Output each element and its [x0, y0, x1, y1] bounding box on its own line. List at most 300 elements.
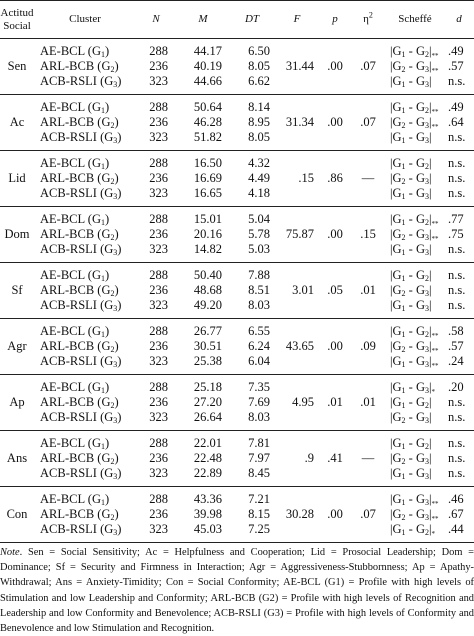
value: 50.64 [193, 99, 222, 114]
cluster-close: ) [114, 506, 119, 521]
group-subscript: 2 [401, 512, 406, 522]
group-subscript: 2 [424, 528, 429, 538]
m-cell [176, 151, 230, 207]
group-subscript: 3 [424, 64, 429, 74]
value: 4.18 [248, 186, 270, 201]
effect-size-value: n.s. [448, 155, 466, 170]
f-cell: 31.34 [274, 95, 320, 151]
n-cell [136, 151, 176, 207]
dt-cell [230, 95, 274, 151]
value: 46.28 [193, 114, 222, 129]
value: 7.81 [248, 435, 270, 450]
value: 43.36 [193, 491, 222, 506]
value: 7.25 [248, 522, 270, 537]
cluster-name: AE-BCL (G [40, 211, 101, 226]
effect-size-value: .57 [448, 58, 464, 73]
value: 288 [149, 491, 168, 506]
cluster-close: ) [105, 379, 110, 394]
value: 236 [149, 226, 168, 241]
value: 25.38 [193, 354, 222, 369]
cluster-cell [34, 431, 136, 487]
cluster-label [40, 227, 136, 242]
group-subscript: 1 [401, 528, 406, 538]
cluster-label [40, 130, 136, 145]
attitude-cell: Ap [0, 375, 34, 431]
cluster-close: ) [105, 267, 110, 282]
attitude-cell: Sen [0, 39, 34, 95]
header-dt: DT [230, 1, 274, 39]
group-subscript: 3 [424, 472, 429, 482]
cluster-label [40, 395, 136, 410]
value: 8.03 [248, 298, 270, 313]
value: 7.88 [248, 267, 270, 282]
cluster-close: ) [105, 155, 110, 170]
cluster-subscript: 3 [113, 472, 118, 482]
effect-size-value: .58 [448, 323, 464, 338]
f-cell: 3.01 [274, 263, 320, 319]
n-cell [136, 263, 176, 319]
value: 288 [149, 99, 168, 114]
effect-size-cell [444, 207, 474, 263]
effect-size-value: n.s. [448, 435, 466, 450]
value: 26.77 [193, 323, 222, 338]
effect-size-value: .75 [448, 226, 464, 241]
scheffe-comparison: $|G_2 - G_3|$ [390, 282, 432, 298]
effect-size-cell [444, 263, 474, 319]
value: 323 [149, 522, 168, 537]
cluster-subscript: 1 [101, 329, 105, 339]
cluster-subscript: 1 [101, 497, 105, 507]
cluster-subscript: 3 [113, 136, 118, 146]
cluster-subscript: 3 [113, 528, 118, 538]
cluster-name: AE-BCL (G [40, 379, 101, 394]
effect-size-value: .57 [448, 338, 464, 353]
cluster-name: ACB-RSLI (G [40, 522, 114, 537]
effect-size-value: .77 [448, 211, 464, 226]
scheffe-comparison: $|G_1 - G_3|$ [390, 298, 432, 314]
cluster-name: AE-BCL (G [40, 43, 101, 58]
scheffe-comparison: $|G_1 - G_3|$ [390, 242, 432, 258]
group-subscript: 1 [401, 400, 406, 410]
group-subscript: 1 [401, 217, 406, 227]
eta-cell: — [350, 151, 386, 207]
value: 8.95 [248, 114, 270, 129]
dt-cell [230, 487, 274, 543]
note-text: . Sen = Social Sensitivity; Ac = Helpfulness and Cooperation; Lid = Prosocial Leadership; Dom = Dominance; Sf = Security and Firmness in Interaction; Agr = Aggressiveness-Stubbornness; Ap = Apathy-Withdrawal; Ans = Anxiety-Timidity; Con = Social Conformity; AE-BCL (G1) = Profile with high levels of Stimulation and low Leadership and Conformity; ARL-BCB (G2) = Profile with high levels of Recognition and Leadership and low Conformity and Benevolence; ACB-RSLI (G3) = Profile with high levels of Conformity and Benevolence and low Stimulation and Recognition. [0, 547, 474, 635]
dt-cell [230, 207, 274, 263]
cluster-name: ARL-BCB (G [40, 450, 111, 465]
n-cell [136, 431, 176, 487]
cluster-name: ARL-BCB (G [40, 506, 111, 521]
value: 51.82 [193, 130, 222, 145]
scheffe-comparison: $|G_2 - G_3|_{**}$ [390, 58, 439, 75]
scheffe-comparison: $|G_1 - G_3|$ [390, 466, 432, 482]
p-cell: .00 [320, 95, 350, 151]
significance-marker: ** [431, 514, 439, 523]
group-subscript: 2 [424, 105, 429, 115]
cluster-name: AE-BCL (G [40, 491, 101, 506]
group-subscript: 2 [401, 176, 406, 186]
effect-size-cell [444, 39, 474, 95]
scheffe-cell [386, 487, 444, 543]
cluster-name: ARL-BCB (G [40, 114, 111, 129]
effect-size-cell [444, 487, 474, 543]
group-subscript: 1 [401, 472, 406, 482]
value: 45.03 [193, 522, 222, 537]
value: 20.16 [193, 226, 222, 241]
cluster-subscript: 3 [113, 192, 118, 202]
group-subscript: 1 [401, 136, 406, 146]
cluster-label [40, 186, 136, 201]
group-subscript: 3 [424, 136, 429, 146]
effect-size-value: .44 [448, 522, 464, 537]
value: 22.01 [193, 435, 222, 450]
value: 6.55 [248, 323, 270, 338]
cluster-cell [34, 95, 136, 151]
cluster-close: ) [117, 186, 122, 201]
cluster-name: ACB-RSLI (G [40, 74, 114, 89]
cluster-close: ) [114, 282, 119, 297]
group-subscript: 1 [401, 248, 406, 258]
cluster-subscript: 1 [101, 161, 105, 171]
value: 288 [149, 267, 168, 282]
value: 236 [149, 170, 168, 185]
cluster-close: ) [114, 114, 119, 129]
cluster-label [40, 324, 136, 339]
group-subscript: 2 [401, 288, 406, 298]
value: 49.20 [193, 298, 222, 313]
group-subscript: 2 [401, 344, 406, 354]
cluster-subscript: 1 [101, 441, 105, 451]
cluster-subscript: 3 [113, 248, 118, 258]
p-cell: .86 [320, 151, 350, 207]
cluster-label [40, 115, 136, 130]
significance-marker: ** [431, 346, 439, 355]
value: 30.51 [193, 338, 222, 353]
effect-size-value: n.s. [448, 242, 466, 257]
value: 323 [149, 410, 168, 425]
scheffe-cell [386, 375, 444, 431]
cluster-label [40, 354, 136, 369]
f-cell: .15 [274, 151, 320, 207]
group-subscript: 3 [424, 80, 429, 90]
group-subscript: 1 [401, 161, 406, 171]
cluster-close: ) [117, 466, 122, 481]
cluster-label [40, 268, 136, 283]
significance-marker: ** [431, 51, 439, 60]
group-subscript: 2 [424, 273, 429, 283]
value: 323 [149, 130, 168, 145]
value: 5.03 [248, 242, 270, 257]
cluster-name: ACB-RSLI (G [40, 354, 114, 369]
cluster-name: ACB-RSLI (G [40, 130, 114, 145]
cluster-subscript: 1 [101, 49, 105, 59]
cluster-subscript: 2 [110, 176, 115, 186]
cluster-label [40, 466, 136, 481]
value: 288 [149, 155, 168, 170]
effect-size-value: .49 [448, 99, 464, 114]
cluster-close: ) [105, 491, 110, 506]
value: 50.40 [193, 267, 222, 282]
value: 236 [149, 338, 168, 353]
cluster-label [40, 451, 136, 466]
attitude-cell: Agr [0, 319, 34, 375]
group-subscript: 2 [424, 400, 429, 410]
value: 288 [149, 323, 168, 338]
significance-marker: * [431, 387, 435, 396]
eta-cell: .07 [350, 39, 386, 95]
value: 8.15 [248, 506, 270, 521]
group-subscript: 3 [424, 512, 429, 522]
m-cell [176, 39, 230, 95]
group-subscript: 1 [401, 192, 406, 202]
value: 26.64 [193, 410, 222, 425]
cluster-close: ) [114, 58, 119, 73]
cluster-name: AE-BCL (G [40, 435, 101, 450]
cluster-subscript: 2 [110, 456, 115, 466]
cluster-close: ) [114, 394, 119, 409]
significance-marker: ** [431, 219, 439, 228]
value: 323 [149, 242, 168, 257]
value: 44.66 [193, 74, 222, 89]
cluster-close: ) [117, 298, 122, 313]
scheffe-comparison: $|G_1 - G_2|$ [390, 267, 432, 283]
group-subscript: 1 [401, 49, 406, 59]
attitude-cell: Dom [0, 207, 34, 263]
cluster-name: AE-BCL (G [40, 99, 101, 114]
attitude-group-row [0, 207, 474, 263]
cluster-name: ARL-BCB (G [40, 394, 111, 409]
group-subscript: 2 [424, 329, 429, 339]
value: 288 [149, 211, 168, 226]
cluster-subscript: 2 [110, 288, 115, 298]
cluster-subscript: 2 [110, 512, 115, 522]
cluster-label [40, 74, 136, 89]
cluster-name: ACB-RSLI (G [40, 242, 114, 257]
cluster-name: ARL-BCB (G [40, 282, 111, 297]
p-cell: .41 [320, 431, 350, 487]
group-subscript: 1 [401, 441, 406, 451]
p-cell: .00 [320, 487, 350, 543]
cluster-close: ) [117, 522, 122, 537]
scheffe-comparison: $|G_1 - G_2|_{**}$ [390, 323, 439, 340]
value: 5.04 [248, 211, 270, 226]
header-p: p [320, 1, 350, 39]
group-subscript: 2 [401, 456, 406, 466]
cluster-label [40, 59, 136, 74]
group-subscript: 1 [401, 360, 406, 370]
cluster-cell [34, 319, 136, 375]
scheffe-cell [386, 263, 444, 319]
cluster-close: ) [114, 170, 119, 185]
attitude-group-row [0, 95, 474, 151]
scheffe-comparison: $|G_1 - G_3|_{**}$ [390, 491, 439, 508]
value: 6.04 [248, 354, 270, 369]
table-header [0, 1, 474, 39]
m-cell [176, 95, 230, 151]
value: 8.05 [248, 58, 270, 73]
attitude-group-row [0, 375, 474, 431]
dt-cell [230, 263, 274, 319]
group-subscript: 3 [424, 456, 429, 466]
group-subscript: 2 [424, 161, 429, 171]
group-subscript: 3 [424, 192, 429, 202]
m-cell [176, 207, 230, 263]
dt-cell [230, 431, 274, 487]
cluster-close: ) [105, 211, 110, 226]
scheffe-comparison: $|G_2 - G_3|_{**}$ [390, 226, 439, 243]
effect-size-value: .49 [448, 43, 464, 58]
cluster-label [40, 171, 136, 186]
attitude-group-row [0, 431, 474, 487]
scheffe-cell [386, 39, 444, 95]
eta-cell: .07 [350, 95, 386, 151]
attitude-cell: Ans [0, 431, 34, 487]
cluster-label [40, 298, 136, 313]
value: 7.35 [248, 379, 270, 394]
scheffe-comparison: $|G_2 - G_3|$ [390, 170, 432, 186]
scheffe-comparison: $|G_1 - G_3|$ [390, 130, 432, 146]
cluster-label [40, 507, 136, 522]
p-cell: .05 [320, 263, 350, 319]
cluster-subscript: 1 [101, 273, 105, 283]
significance-marker: ** [431, 107, 439, 116]
scheffe-comparison: $|G_1 - G_2|_{**}$ [390, 211, 439, 228]
note-label: Note [0, 547, 20, 558]
cluster-close: ) [117, 410, 122, 425]
scheffe-cell [386, 431, 444, 487]
header-attitude: Actitud Social [0, 1, 34, 39]
value: 236 [149, 282, 168, 297]
group-subscript: 3 [424, 304, 429, 314]
p-cell: .01 [320, 375, 350, 431]
effect-size-value: n.s. [448, 74, 466, 89]
significance-marker: ** [431, 499, 439, 508]
cluster-label [40, 339, 136, 354]
cluster-close: ) [105, 99, 110, 114]
scheffe-comparison: $|G_1 - G_3|_{**}$ [390, 354, 439, 371]
value: 8.05 [248, 130, 270, 145]
header-d: d [444, 1, 474, 39]
group-subscript: 3 [424, 385, 429, 395]
f-cell: .9 [274, 431, 320, 487]
n-cell [136, 487, 176, 543]
header-eta [350, 1, 386, 39]
group-subscript: 1 [401, 80, 406, 90]
attitude-cell: Con [0, 487, 34, 543]
eta-cell: .09 [350, 319, 386, 375]
value: 6.62 [248, 74, 270, 89]
group-subscript: 2 [401, 64, 406, 74]
value: 7.69 [248, 394, 270, 409]
f-cell: 4.95 [274, 375, 320, 431]
group-subscript: 1 [401, 105, 406, 115]
cluster-cell [34, 207, 136, 263]
cluster-subscript: 2 [110, 120, 115, 130]
effect-size-cell [444, 95, 474, 151]
group-subscript: 3 [424, 344, 429, 354]
effect-size-value: .20 [448, 379, 464, 394]
cluster-cell [34, 263, 136, 319]
value: 6.50 [248, 43, 270, 58]
group-subscript: 1 [401, 329, 406, 339]
value: 7.21 [248, 491, 270, 506]
cluster-close: ) [117, 242, 122, 257]
value: 236 [149, 114, 168, 129]
m-cell [176, 319, 230, 375]
attitude-group-row [0, 263, 474, 319]
scheffe-comparison: $|G_1 - G_3|$ [390, 186, 432, 202]
n-cell [136, 95, 176, 151]
cluster-close: ) [117, 130, 122, 145]
m-cell [176, 431, 230, 487]
cluster-label [40, 100, 136, 115]
cluster-name: ARL-BCB (G [40, 170, 111, 185]
group-subscript: 3 [424, 248, 429, 258]
group-subscript: 3 [424, 360, 429, 370]
f-cell: 31.44 [274, 39, 320, 95]
cluster-name: ACB-RSLI (G [40, 410, 114, 425]
value: 236 [149, 450, 168, 465]
p-cell: .00 [320, 39, 350, 95]
group-subscript: 2 [424, 217, 429, 227]
cluster-name: ACB-RSLI (G [40, 186, 114, 201]
scheffe-comparison: $|G_1 - G_3|$ [390, 74, 432, 90]
scheffe-comparison: $|G_1 - G_2|_*$ [390, 522, 435, 539]
significance-marker: ** [431, 66, 439, 75]
value: 236 [149, 58, 168, 73]
cluster-cell [34, 487, 136, 543]
group-subscript: 2 [401, 416, 406, 426]
group-subscript: 2 [401, 120, 406, 130]
cluster-close: ) [117, 354, 122, 369]
cluster-name: ARL-BCB (G [40, 58, 111, 73]
cluster-label [40, 492, 136, 507]
value: 8.14 [248, 99, 270, 114]
cluster-label [40, 242, 136, 257]
cluster-subscript: 3 [113, 80, 118, 90]
header-eta-superscript: 2 [368, 10, 373, 20]
dt-cell [230, 375, 274, 431]
value: 8.03 [248, 410, 270, 425]
effect-size-value: .67 [448, 506, 464, 521]
cluster-subscript: 1 [101, 217, 105, 227]
cluster-close: ) [105, 323, 110, 338]
cluster-subscript: 1 [101, 105, 105, 115]
header-m: M [176, 1, 230, 39]
value: 4.32 [248, 155, 270, 170]
significance-marker: ** [431, 362, 439, 371]
effect-size-cell [444, 151, 474, 207]
value: 8.45 [248, 466, 270, 481]
scheffe-comparison: $|G_2 - G_3|_{**}$ [390, 338, 439, 355]
dt-cell [230, 151, 274, 207]
value: 4.49 [248, 170, 270, 185]
value: 40.19 [193, 58, 222, 73]
group-subscript: 1 [401, 273, 406, 283]
effect-size-value: .24 [448, 354, 464, 369]
effect-size-value: .64 [448, 114, 464, 129]
scheffe-comparison: $|G_2 - G_3|_{**}$ [390, 114, 439, 131]
value: 7.97 [248, 450, 270, 465]
cluster-cell [34, 375, 136, 431]
effect-size-cell [444, 431, 474, 487]
cluster-subscript: 2 [110, 232, 115, 242]
cluster-label [40, 436, 136, 451]
scheffe-comparison: $|G_1 - G_2|_{**}$ [390, 43, 439, 60]
value: 288 [149, 43, 168, 58]
scheffe-comparison: $|G_1 - G_3|_*$ [390, 379, 435, 396]
